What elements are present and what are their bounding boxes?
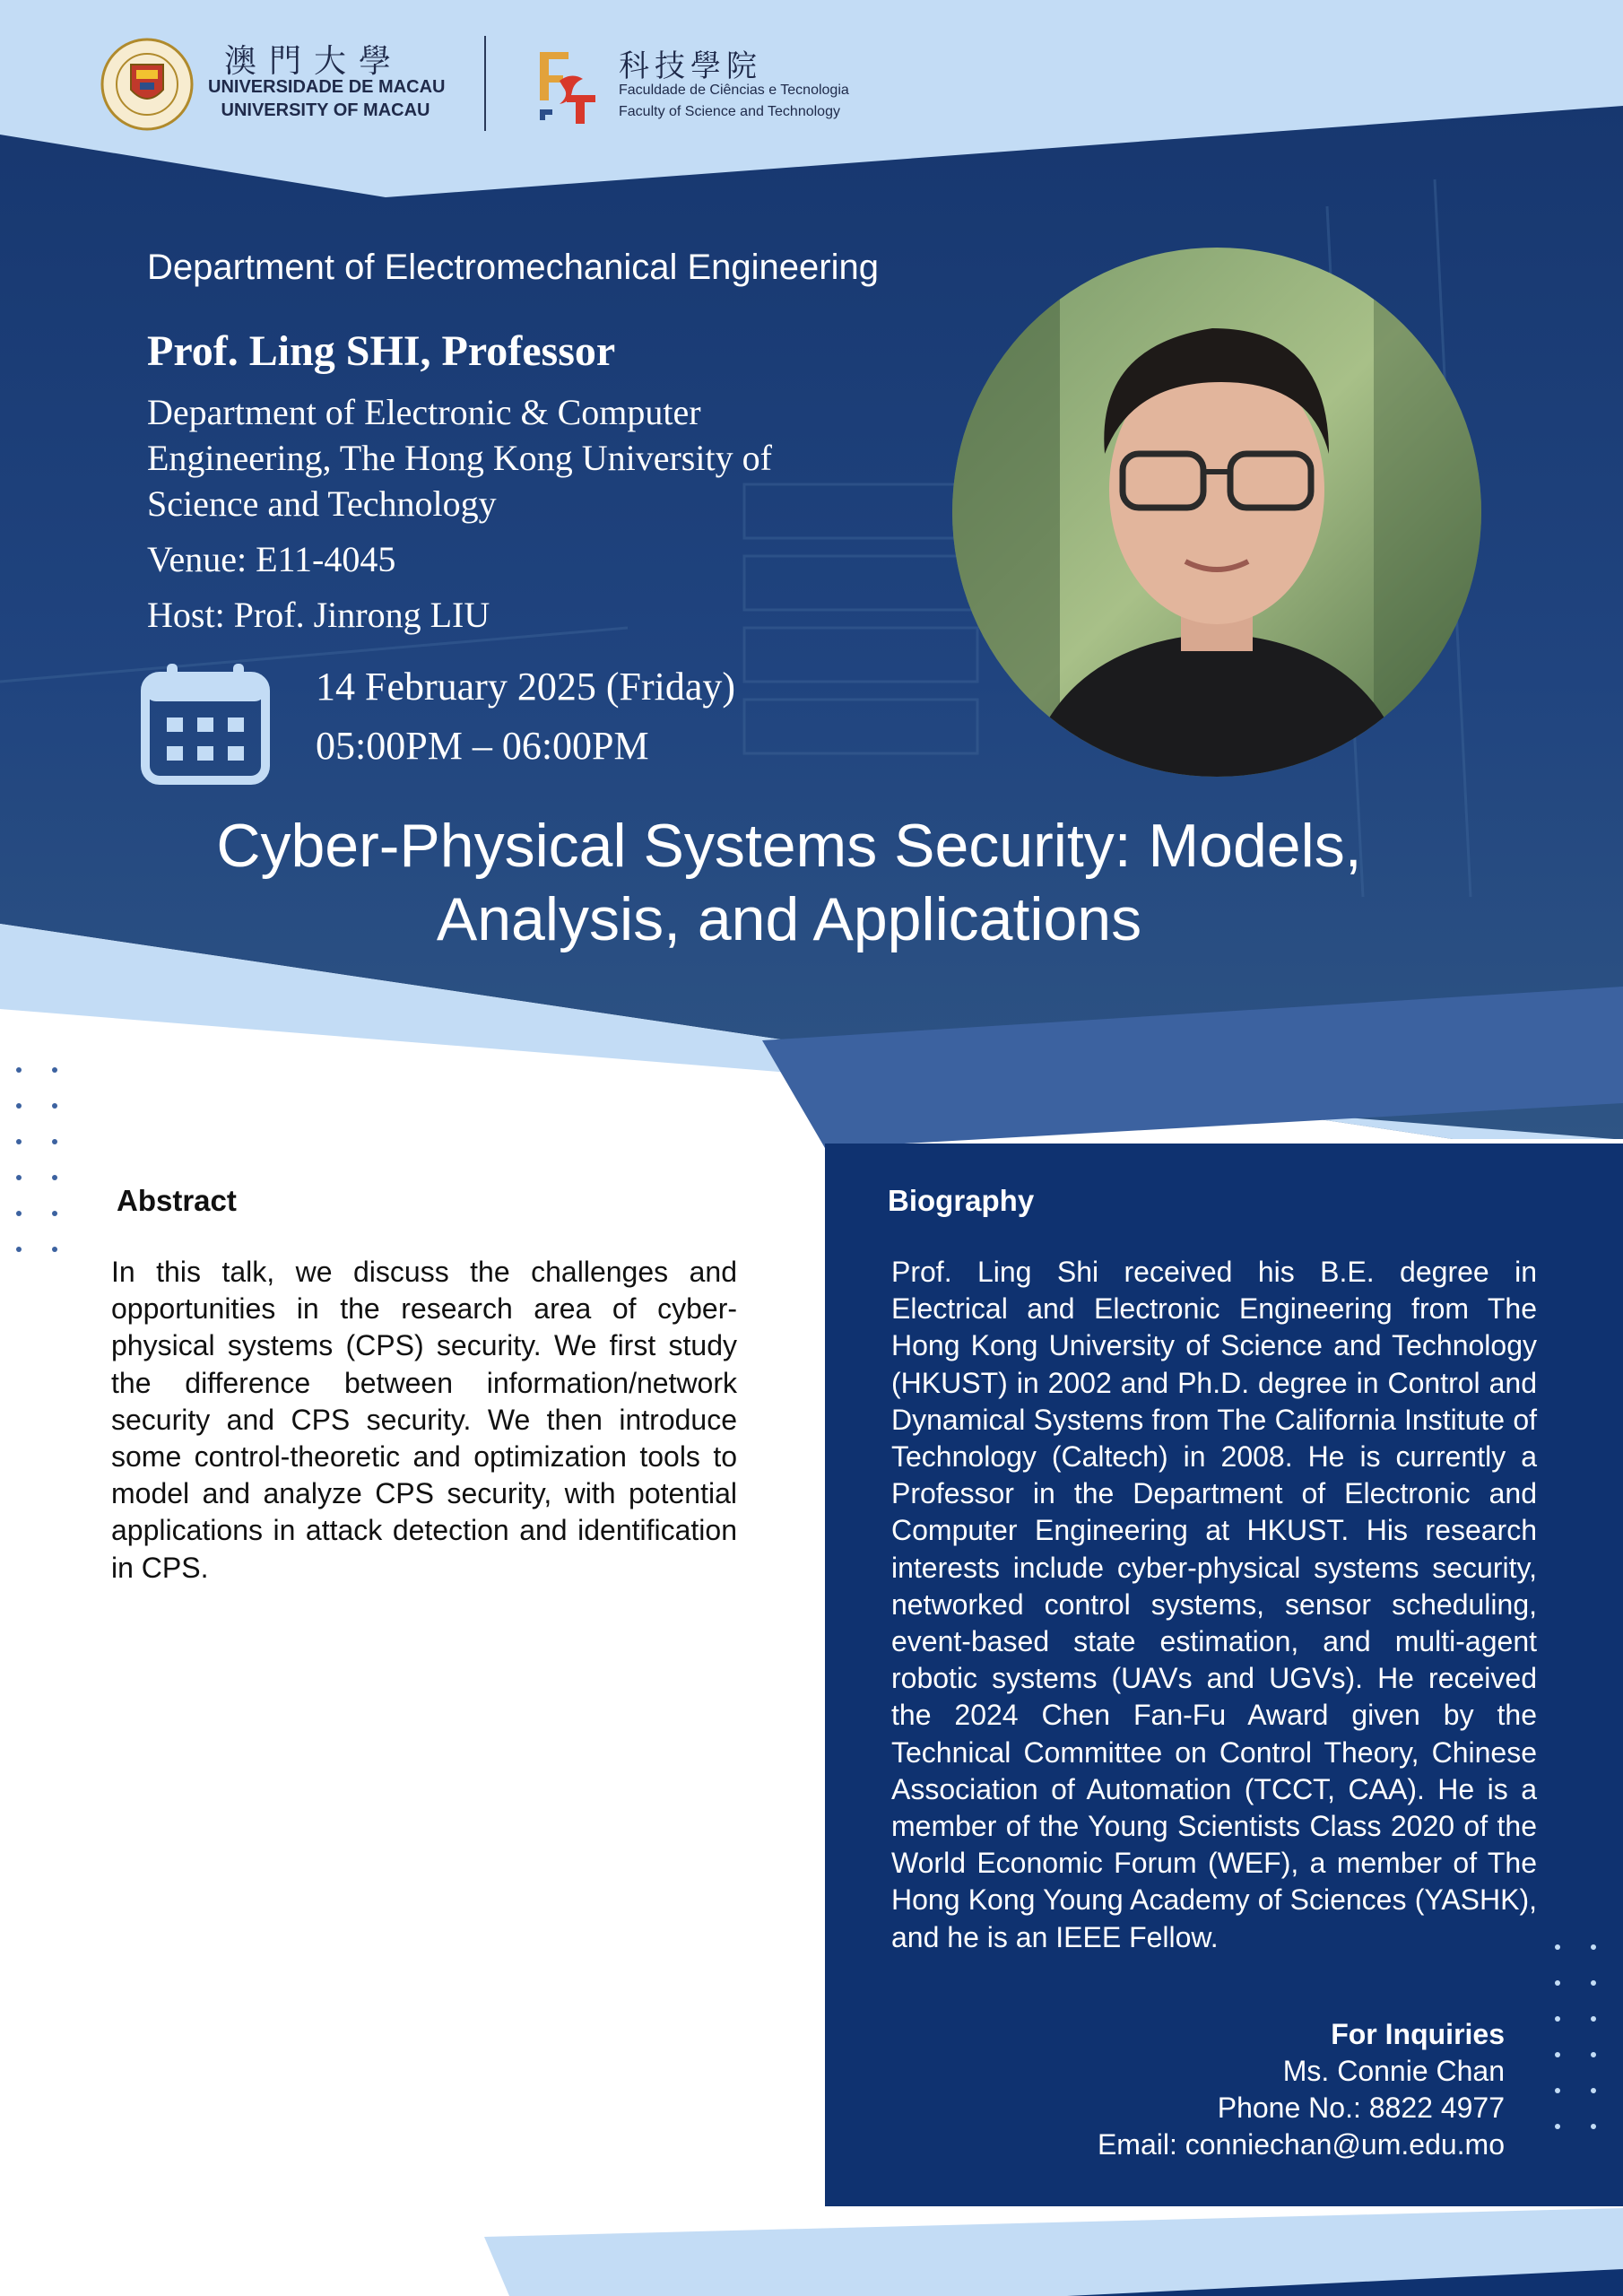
inquiries-contact-name: Ms. Connie Chan (1282, 2055, 1505, 2087)
university-seal-logo (100, 38, 194, 131)
faculty-name-english: Faculty of Science and Technology (619, 104, 840, 119)
faculty-name-chinese: 科技學院 (619, 48, 762, 84)
talk-title (108, 809, 1471, 956)
inquiries-email[interactable]: Email: conniechan@um.edu.mo (1097, 2128, 1505, 2161)
fst-logo (533, 45, 599, 127)
speaker-name: Prof. Ling SHI, Professor (147, 327, 616, 375)
talk-title-line-1: Cyber-Physical Systems Security: Models, (216, 812, 1362, 880)
inquiries-heading: For Inquiries (1331, 2018, 1505, 2050)
host: Host: Prof. Jinrong LIU (147, 595, 490, 635)
speaker-portrait (952, 248, 1481, 777)
abstract-body: In this talk, we discuss the challenges and opportunities in the research area of cyber-physical systems (CPS) security. We first study the difference between information/network security and CPS security. We then introduce some control-theoretic and optimization tools to model and analyze CPS security, with potential applications in attack detection and identification in CPS. (111, 1256, 737, 1584)
venue: Venue: E11-4045 (147, 539, 396, 579)
university-name-english: UNIVERSITY OF MACAU (221, 100, 430, 120)
decorative-dots-right (1555, 1944, 1609, 2142)
host-department: Department of Electromechanical Engineering (147, 248, 879, 287)
inquiries-phone: Phone No.: 8822 4977 (1217, 2092, 1505, 2124)
decorative-dots-left (16, 1067, 70, 1265)
event-time: 05:00PM – 06:00PM (316, 724, 649, 768)
speaker-affiliation: Department of Electronic & Computer Engineering, The Hong Kong University of Science and Technology (147, 392, 772, 524)
talk-title-line-2: Analysis, and Applications (436, 885, 1142, 953)
university-name-portuguese: UNIVERSIDADE DE MACAU (208, 77, 446, 97)
faculty-name-portuguese: Faculdade de Ciências e Tecnologia (619, 83, 849, 98)
calendar-icon (140, 660, 271, 786)
event-date: 14 February 2025 (Friday) (316, 665, 736, 709)
university-name-chinese: 澳門大學 (224, 43, 404, 80)
biography-heading: Biography (888, 1184, 1035, 1217)
biography-body: Prof. Ling Shi received his B.E. degree in Electrical and Electronic Engineering from The Hong Kong University of Science and Technology (HKUST) in 2002 and Ph.D. degree in Control and Dynamical Systems from The California Institute of Technology (Caltech) in 2008. He is currently a Professor in the Department of Electronic and Computer Engineering at HKUST. His research interests include cyber-physical systems security, networked control systems, sensor scheduling, event-based state estimation, and multi-agent robotic systems (UAVs and UGVs). He received the 2024 Chen Fan-Fu Award given by the Technical Committee on Control Theory, Chinese Association of Automation (TCCT, CAA). He is a member of the Young Scientists Class 2020 of the World Economic Forum (WEF), a member of The Hong Kong Young Academy of Sciences (YASHK), and he is an IEEE Fellow. (891, 1256, 1537, 1953)
header-divider (484, 36, 486, 131)
abstract-heading: Abstract (117, 1184, 237, 1217)
